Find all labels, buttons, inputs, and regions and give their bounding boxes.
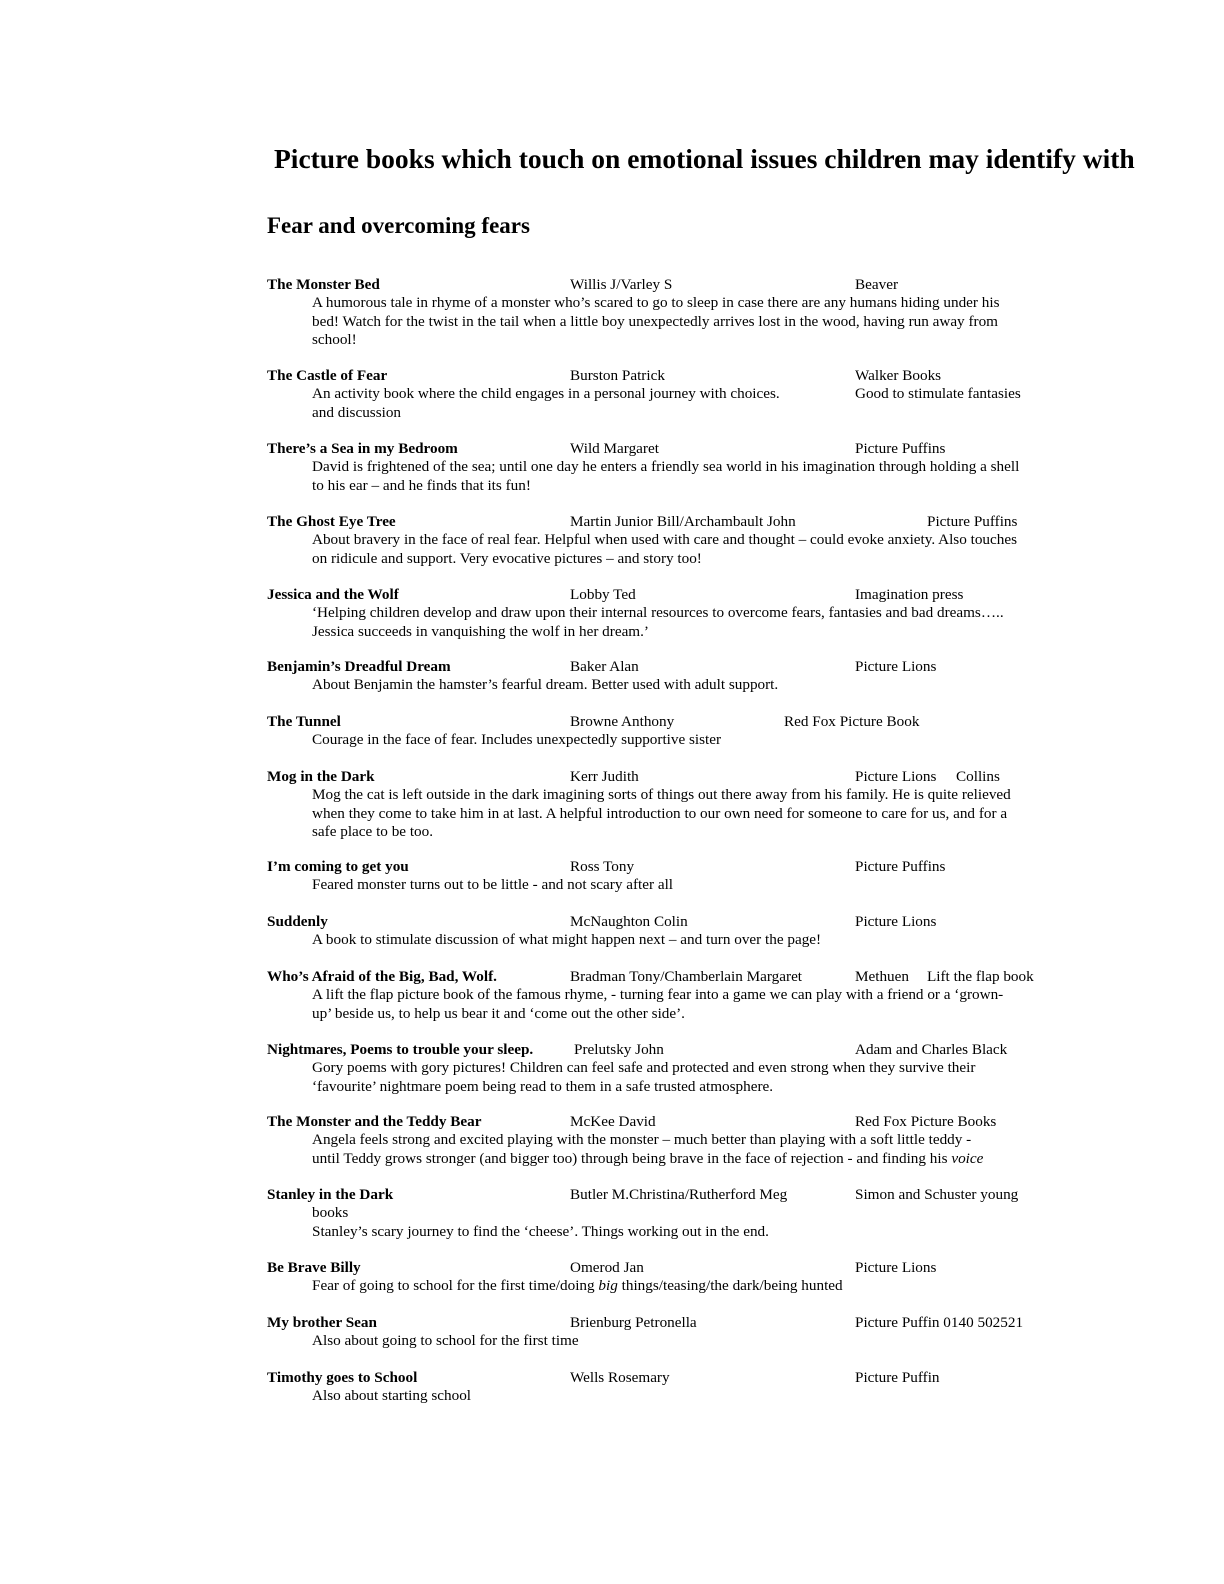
book-entry [267, 1259, 1067, 1296]
book-title: Suddenly [267, 913, 328, 930]
book-description [267, 876, 1052, 894]
description-line: Good to stimulate fantasies [855, 385, 1021, 403]
description-line: About bravery in the face of real fear. Helpful when used with care and thought – could evoke anxiety. Also touches [312, 531, 1018, 549]
description-line: bed! Watch for the twist in the tail when a little boy unexpectedly arrives lost in the wood, having run away from [312, 312, 998, 330]
description-text: things/teasing/the dark/being hunted [617, 1277, 843, 1295]
book-entry [267, 768, 1067, 841]
book-publisher: Methuen [855, 968, 909, 985]
book-author: Omerod Jan [570, 1259, 644, 1276]
book-publisher: Simon and Schuster young [855, 1186, 1019, 1203]
book-publisher: Picture Puffin [855, 1369, 940, 1386]
book-publisher: Picture Puffin 0140 502521 [855, 1314, 1024, 1331]
book-title: I’m coming to get you [267, 858, 409, 875]
book-author: Prelutsky John [574, 1041, 664, 1058]
description-line: Courage in the face of fear. Includes unexpectedly supportive sister [312, 731, 722, 749]
description-line: safe place to be too. [312, 822, 434, 840]
book-author: Martin Junior Bill/Archambault John [570, 513, 796, 530]
book-description [267, 731, 1052, 749]
description-line: A lift the flap picture book of the famous rhyme, - turning fear into a game we can play with a friend or a ‘grown- [312, 986, 1004, 1004]
book-publisher: Walker Books [855, 367, 942, 384]
book-publisher: Picture Lions [855, 658, 937, 675]
book-title: The Monster Bed [267, 276, 380, 293]
description-line: Stanley’s scary journey to find the ‘cheese’. Things working out in the end. [312, 1222, 769, 1240]
book-entry [267, 913, 1067, 950]
book-description [267, 986, 1052, 1023]
book-description [267, 294, 1052, 349]
description-line: and discussion [312, 403, 402, 421]
book-entry [267, 1041, 1067, 1096]
book-publisher: Picture Puffins [855, 858, 946, 875]
book-description [267, 458, 1052, 495]
book-title: My brother Sean [267, 1314, 377, 1331]
book-entry [267, 658, 1067, 695]
book-entry [267, 440, 1067, 495]
book-title: Benjamin’s Dreadful Dream [267, 658, 451, 675]
section-title: Fear and overcoming fears [267, 213, 530, 238]
book-title: Jessica and the Wolf [267, 586, 399, 603]
description-line: A humorous tale in rhyme of a monster who’s scared to go to sleep in case there are any humans hiding under his [312, 294, 1000, 312]
description-line: ‘Helping children develop and draw upon their internal resources to overcome fears, fantasies and bad dreams….. [312, 604, 1004, 622]
book-description [267, 531, 1052, 568]
book-author: McNaughton Colin [570, 913, 688, 930]
description-line: Also about going to school for the first time [312, 1332, 579, 1350]
book-description [267, 676, 1052, 694]
book-description [267, 1332, 1052, 1350]
book-author: Browne Anthony [570, 713, 675, 730]
book-description [267, 1059, 1052, 1096]
book-publisher: Picture Puffins [927, 513, 1018, 530]
book-author: Ross Tony [570, 858, 635, 875]
description-emphasis: big [598, 1277, 618, 1295]
book-publisher: Picture Lions [855, 1259, 937, 1276]
book-title: The Monster and the Teddy Bear [267, 1113, 482, 1130]
book-author: Brienburg Petronella [570, 1314, 697, 1331]
book-entry [267, 1314, 1067, 1351]
description-line: school! [312, 330, 357, 348]
book-title: Timothy goes to School [267, 1369, 418, 1386]
book-publisher: Picture Lions [855, 768, 937, 785]
book-author: Bradman Tony/Chamberlain Margaret [570, 968, 803, 985]
book-author: McKee David [570, 1113, 656, 1130]
book-publisher: Red Fox Picture Book [784, 713, 920, 730]
book-title: There’s a Sea in my Bedroom [267, 440, 458, 457]
book-title: Stanley in the Dark [267, 1186, 394, 1203]
book-title: The Tunnel [267, 713, 341, 730]
book-entry [267, 513, 1067, 568]
book-description [267, 786, 1052, 841]
book-publisher: Picture Lions [855, 913, 937, 930]
description-line: An activity book where the child engages in a personal journey with choices. [312, 385, 780, 403]
book-publisher-extra: Collins [956, 768, 1000, 785]
description-line: books [312, 1204, 349, 1222]
book-description [267, 1131, 1052, 1168]
description-line: David is frightened of the sea; until one day he enters a friendly sea world in his imagination through holding a shell [312, 458, 1020, 476]
description-emphasis: voice [951, 1149, 984, 1167]
description-line: up’ beside us, to help us bear it and ‘come out the other side’. [312, 1004, 685, 1022]
book-title: The Castle of Fear [267, 367, 388, 384]
description-line: ‘favourite’ nightmare poem being read to them in a safe trusted atmosphere. [312, 1077, 774, 1095]
description-line: Jessica succeeds in vanquishing the wolf in her dream.’ [312, 622, 649, 640]
book-publisher: Imagination press [855, 586, 964, 603]
description-text: Fear of going to school for the first time/doing [312, 1277, 599, 1295]
description-line: A book to stimulate discussion of what might happen next – and turn over the page! [312, 931, 822, 949]
book-description [267, 931, 1052, 949]
book-entry [267, 586, 1067, 641]
description-line: About Benjamin the hamster’s fearful dream. Better used with adult support. [312, 676, 779, 694]
book-entry [267, 713, 1067, 750]
page-title: Picture books which touch on emotional issues children may identify with [274, 143, 1135, 174]
book-author: Willis J/Varley S [570, 276, 673, 293]
book-author: Wells Rosemary [570, 1369, 670, 1386]
description-line: Also about starting school [312, 1387, 472, 1405]
book-entry [267, 1113, 1067, 1168]
book-author: Butler M.Christina/Rutherford Meg [570, 1186, 788, 1203]
book-publisher: Beaver [855, 276, 899, 293]
book-title: Be Brave Billy [267, 1259, 361, 1276]
book-author: Wild Margaret [570, 440, 659, 457]
book-description [267, 1204, 1052, 1241]
book-entry [267, 367, 1067, 422]
book-author: Kerr Judith [570, 768, 639, 785]
book-description [267, 404, 1052, 422]
description-line: to his ear – and he finds that its fun! [312, 476, 531, 494]
description-line [312, 1150, 1052, 1168]
book-publisher: Adam and Charles Black [855, 1041, 1008, 1058]
book-entry [267, 858, 1067, 895]
description-line: Gory poems with gory pictures! Children can feel safe and protected and even strong when they survive their [312, 1059, 976, 1077]
book-description [267, 1277, 1052, 1295]
book-title: Nightmares, Poems to trouble your sleep. [267, 1041, 534, 1058]
book-entry [267, 276, 1067, 349]
book-publisher: Picture Puffins [855, 440, 946, 457]
book-title: The Ghost Eye Tree [267, 513, 396, 530]
book-author: Burston Patrick [570, 367, 665, 384]
book-publisher-extra: Lift the flap book [927, 968, 1034, 985]
description-line: Feared monster turns out to be little - and not scary after all [312, 876, 674, 894]
book-title: Mog in the Dark [267, 768, 375, 785]
book-author: Baker Alan [570, 658, 639, 675]
description-line: on ridicule and support. Very evocative pictures – and story too! [312, 549, 702, 567]
book-entry [267, 968, 1067, 1023]
book-title: Who’s Afraid of the Big, Bad, Wolf. [267, 968, 497, 985]
book-description [267, 604, 1052, 641]
book-description [267, 1387, 1052, 1405]
book-entry [267, 1369, 1067, 1406]
book-publisher: Red Fox Picture Books [855, 1113, 997, 1130]
description-text: until Teddy grows stronger (and bigger too) through being brave in the face of rejection - and finding his [312, 1149, 952, 1167]
description-line: Angela feels strong and excited playing with the monster – much better than playing with a soft little teddy - [312, 1131, 972, 1149]
book-entry [267, 1186, 1067, 1241]
description-line [312, 1277, 1052, 1295]
book-author: Lobby Ted [570, 586, 636, 603]
description-line: Mog the cat is left outside in the dark imagining sorts of things out there away from his family. He is quite relieved [312, 786, 1011, 804]
description-line: when they come to take him in at last. A helpful introduction to our own need for someone to care for us, and for a [312, 804, 1008, 822]
